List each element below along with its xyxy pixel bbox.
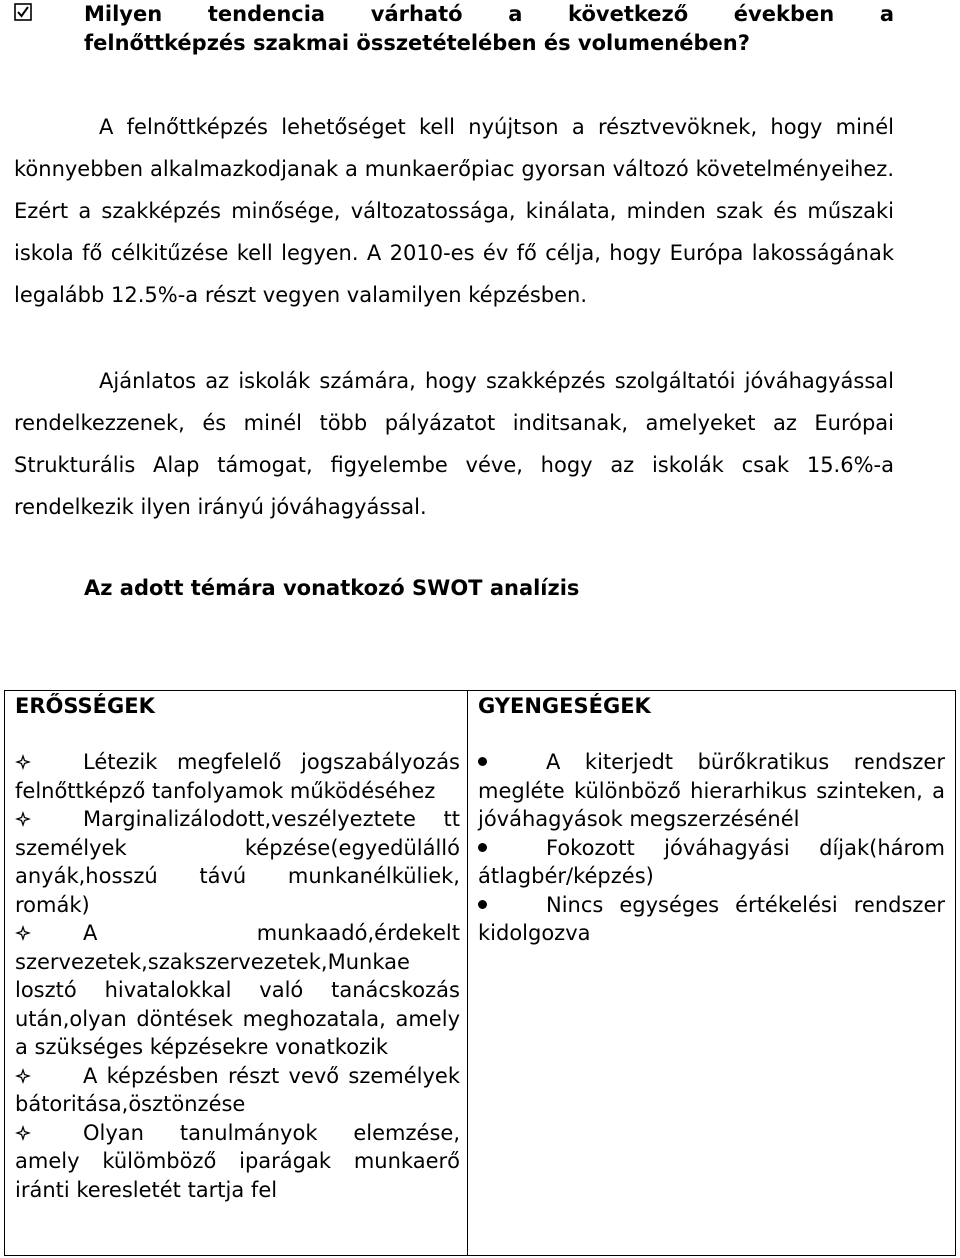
list-item <box>15 805 460 919</box>
list-item <box>15 919 460 1062</box>
strengths-heading: ERŐSSÉGEK <box>15 694 155 718</box>
list-item <box>15 1119 460 1205</box>
question-line-2: felnőttképzés szakmai összetételében és volumenében? <box>84 31 750 55</box>
list-item <box>15 748 460 805</box>
question-line-1: Milyen tendencia várható a következő években a <box>84 2 894 26</box>
body-paragraph-1: A felnőttképzés lehetőséget kell nyújtson a résztvevöknek, hogy minél könnyebben alkalmazkodjanak a munkaerőpiac gyorsan változó követelményeihez. Ezért a szakképzés minősége, változatossága, kinálata, minden szak és műszaki iskola fő célkitűzése kell legyen. A 2010-es év fő célja, hogy Európa lakosságának legalább 12.5%-a részt vegyen valamilyen képzésben. <box>14 115 894 307</box>
swot-strengths-column <box>5 691 468 1255</box>
question-heading <box>14 0 894 58</box>
weakness-text: Nincs egységes értékelési rendszer kidolgozva <box>478 892 945 945</box>
round-bullet-icon <box>478 757 487 766</box>
swot-weaknesses-column <box>468 691 955 1255</box>
swot-table <box>4 690 956 1256</box>
list-item <box>478 891 945 948</box>
strengths-list <box>15 748 460 1204</box>
round-bullet-icon <box>478 900 487 909</box>
swot-section-title: Az adott témára vonatkozó SWOT analízis <box>84 576 580 600</box>
diamond-bullet-icon <box>15 1068 31 1084</box>
round-bullet-icon <box>478 843 487 852</box>
body-paragraph-2: Ajánlatos az iskolák számára, hogy szakképzés szolgáltatói jóváhagyással rendelkezzenek, és minél több pályázatot inditsanak, amelyeket az Európai Strukturális Alap támogat, figyelembe véve, hogy az iskolák csak 15.6%-a rendelkezik ilyen irányú jóváhagyással. <box>14 369 894 519</box>
strength-text: Olyan tanulmányok elemzése, amely külömböző iparágak munkaerő iránti keresletét tartja fel <box>15 1120 460 1202</box>
question-text <box>84 0 894 58</box>
diamond-bullet-icon <box>15 811 31 827</box>
list-item <box>478 834 945 891</box>
strength-text: Marginalizálodott,veszélyeztete tt személyek képzése(egyedülálló anyák,hosszú távú munkanélküliek, romák) <box>15 807 460 917</box>
diamond-bullet-icon <box>15 1125 31 1141</box>
checkbox-checked-icon <box>14 3 84 61</box>
diamond-bullet-icon <box>15 754 31 770</box>
list-item <box>15 1062 460 1119</box>
weakness-text: A kiterjedt bürőkratikus rendszer megléte különböző hierarhikus szinteken, a jóváhagyások megszerzésénél <box>478 750 945 831</box>
strength-text: A képzésben részt vevő személyek bátoritása,ösztönzése <box>15 1063 460 1116</box>
list-item <box>478 748 945 834</box>
weakness-text: Fokozott jóváhagyási díjak(három átlagbér/képzés) <box>478 835 945 888</box>
diamond-bullet-icon <box>15 925 31 941</box>
weaknesses-heading: GYENGESÉGEK <box>478 694 651 718</box>
weaknesses-list <box>478 748 945 948</box>
strength-text: Létezik megfelelő jogszabályozás felnőttképző tanfolyamok működéséhez <box>15 750 460 803</box>
strength-text: A munkaadó,érdekelt szervezetek,szakszervezetek,Munkae losztó hivatalokkal való tanácskozás után,olyan döntések meghozatala, amely a szükséges képzésekre vonatkozik <box>15 921 460 1059</box>
